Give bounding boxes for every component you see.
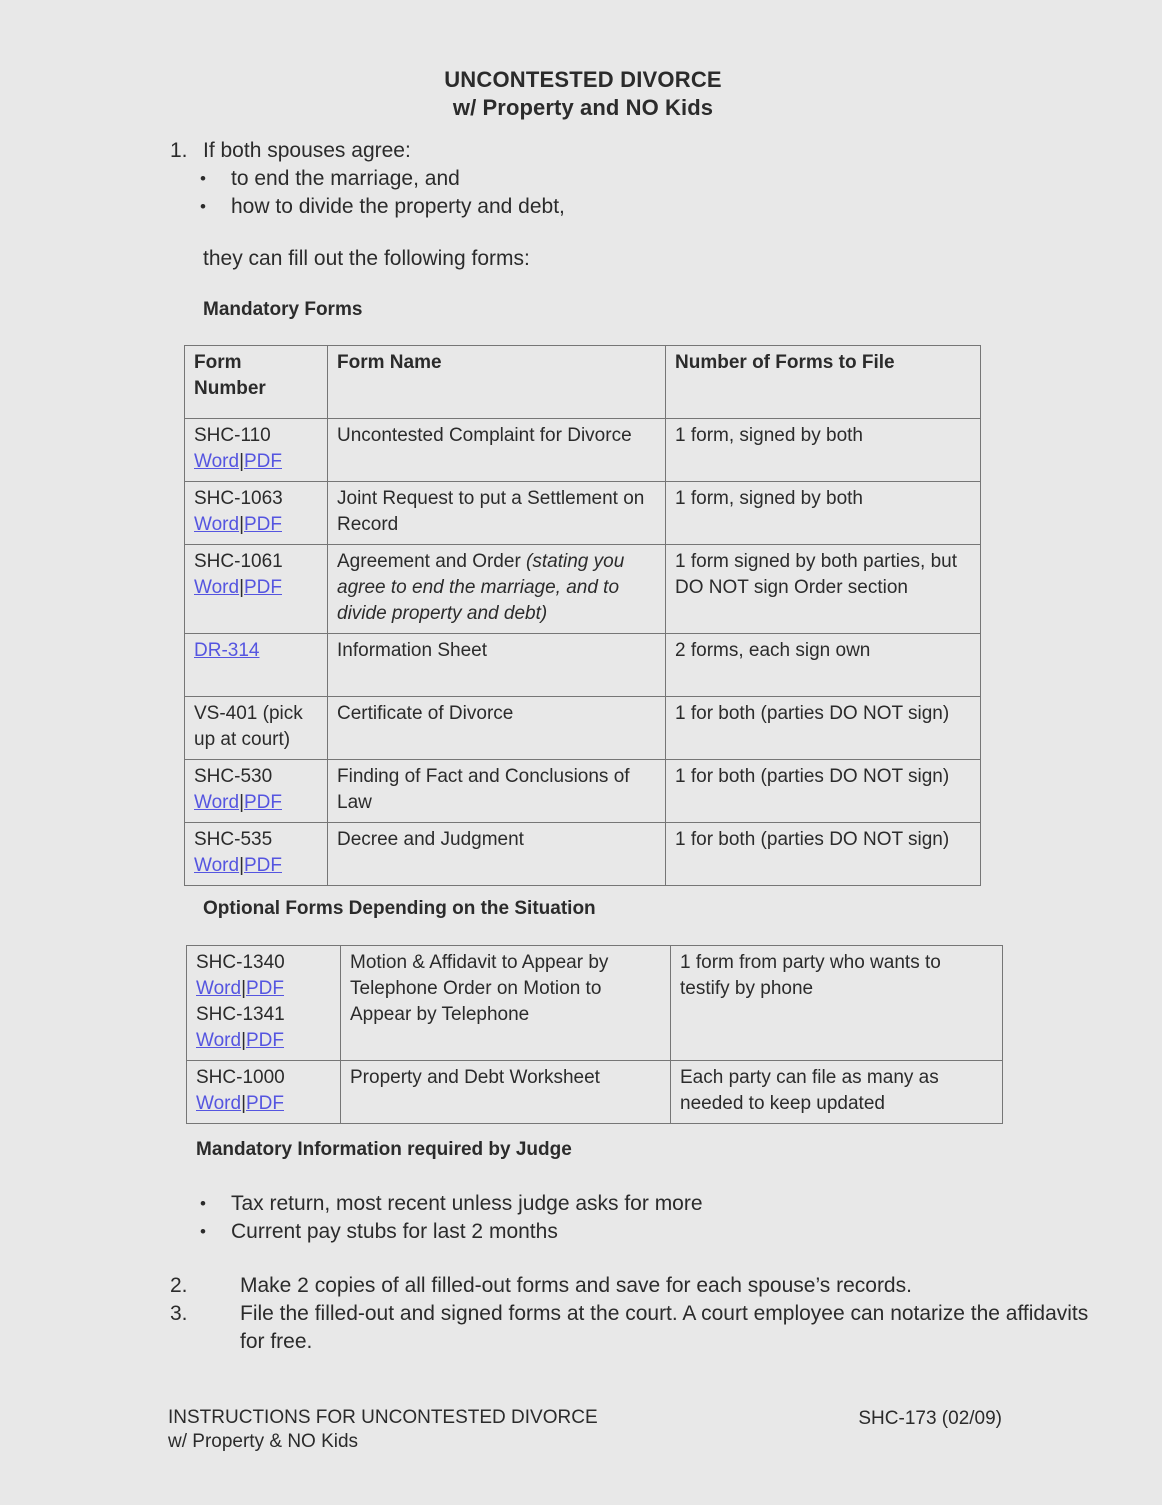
cell-number-to-file: 1 for both (parties DO NOT sign): [666, 823, 981, 886]
link-separator: |: [239, 855, 244, 876]
title-line-1: UNCONTESTED DIVORCE: [444, 67, 722, 92]
cell-form-number: [185, 482, 328, 545]
word-link[interactable]: Word: [194, 792, 240, 813]
pdf-link[interactable]: PDF: [244, 451, 282, 472]
form-number-label: SHC-1063: [194, 488, 283, 509]
column-header-form-number: [185, 346, 328, 419]
form-number-label: SHC-1340: [196, 952, 285, 973]
list-item: [200, 1218, 1100, 1246]
link-separator: |: [239, 792, 244, 813]
list-item-label: Current pay stubs for last 2 months: [231, 1220, 558, 1243]
table-header-row: [185, 346, 981, 419]
word-link[interactable]: Word: [194, 577, 240, 598]
pdf-link[interactable]: PDF: [244, 855, 282, 876]
mandatory-info-bullets: [200, 1190, 1100, 1246]
table-row: [185, 545, 981, 634]
cell-form-number: VS-401 (pick up at court): [185, 697, 328, 760]
mandatory-info-heading: Mandatory Information required by Judge: [196, 1139, 572, 1160]
link-separator: |: [241, 978, 246, 999]
intro-block: [170, 137, 1070, 273]
form-name-label: Agreement and Order: [337, 551, 527, 572]
column-header-form-number-line2: Number: [194, 378, 266, 399]
table-row: [185, 823, 981, 886]
cell-number-to-file: 1 form signed by both parties, but DO NOT sign Order section: [666, 545, 981, 634]
bullet-icon: •: [200, 197, 206, 216]
form-number-label-secondary: SHC-1341: [196, 1004, 285, 1025]
dr-314-link[interactable]: DR-314: [194, 640, 260, 661]
step-item: [170, 1300, 1100, 1356]
cell-form-name: Certificate of Divorce: [328, 697, 666, 760]
intro-bullet-item: [200, 193, 1070, 221]
word-link[interactable]: Word: [196, 1093, 242, 1114]
pdf-link[interactable]: PDF: [244, 792, 282, 813]
intro-bullet-label: to end the marriage, and: [231, 167, 460, 190]
table-row: [185, 697, 981, 760]
intro-text: If both spouses agree:: [203, 139, 411, 162]
table-row: [185, 634, 981, 697]
optional-forms-table: [186, 945, 1003, 1124]
footer-left-line2: w/ Property & NO Kids: [168, 1431, 359, 1452]
cell-form-number: [185, 419, 328, 482]
intro-follow-up-text: they can fill out the following forms:: [203, 247, 530, 270]
intro-bullet-label: how to divide the property and debt,: [231, 195, 565, 218]
title-line-2: w/ Property and NO Kids: [452, 95, 714, 120]
column-header-number-to-file: Number of Forms to File: [666, 346, 981, 419]
steps-block: [170, 1272, 1100, 1356]
optional-forms-heading: Optional Forms Depending on the Situation: [203, 898, 596, 919]
footer-left-line1: INSTRUCTIONS FOR UNCONTESTED DIVORCE: [168, 1407, 598, 1428]
form-number-label: SHC-530: [194, 766, 273, 787]
table-row: [185, 419, 981, 482]
cell-number-to-file: 2 forms, each sign own: [666, 634, 981, 697]
mandatory-forms-table: [184, 345, 981, 886]
link-separator: |: [239, 514, 244, 535]
form-number-label: SHC-1061: [194, 551, 283, 572]
pdf-link[interactable]: PDF: [246, 978, 284, 999]
list-item-label: Tax return, most recent unless judge asks for more: [231, 1192, 703, 1215]
table-row: [185, 482, 981, 545]
cell-form-name: Information Sheet: [328, 634, 666, 697]
column-header-form-name: Form Name: [328, 346, 666, 419]
intro-number: 1.: [170, 139, 188, 162]
cell-form-name: [341, 946, 671, 1061]
table-row: [187, 1061, 1003, 1124]
step-number: 3.: [170, 1302, 188, 1325]
intro-numbered-item: [170, 137, 1070, 165]
step-number: 2.: [170, 1274, 188, 1297]
cell-form-name: Property and Debt Worksheet: [341, 1061, 671, 1124]
bullet-icon: •: [200, 1194, 206, 1213]
pdf-link[interactable]: PDF: [244, 514, 282, 535]
form-number-label: SHC-110: [194, 425, 271, 446]
cell-form-number: [185, 545, 328, 634]
form-name-label: Motion & Affidavit to Appear by Telephone: [350, 952, 609, 999]
pdf-link-secondary[interactable]: PDF: [246, 1030, 284, 1051]
pdf-link[interactable]: PDF: [246, 1093, 284, 1114]
cell-number-to-file: 1 form, signed by both: [666, 482, 981, 545]
intro-bullet-item: [200, 165, 1070, 193]
link-separator: |: [241, 1093, 246, 1114]
cell-number-to-file: Each party can file as many as needed to keep updated: [671, 1061, 1003, 1124]
document-title: [0, 66, 1162, 122]
page-footer: [168, 1406, 1002, 1454]
word-link[interactable]: Word: [194, 855, 240, 876]
word-link[interactable]: Word: [194, 514, 240, 535]
word-link-secondary[interactable]: Word: [196, 1030, 242, 1051]
cell-number-to-file: 1 form from party who wants to testify by phone: [671, 946, 1003, 1061]
step-item: [170, 1272, 1100, 1300]
footer-left: [168, 1406, 598, 1454]
bullet-icon: •: [200, 169, 206, 188]
cell-number-to-file: 1 for both (parties DO NOT sign): [666, 760, 981, 823]
word-link[interactable]: Word: [194, 451, 240, 472]
step-text: Make 2 copies of all filled-out forms and save for each spouse’s records.: [240, 1274, 912, 1297]
cell-form-number: [185, 760, 328, 823]
cell-number-to-file: 1 form, signed by both: [666, 419, 981, 482]
cell-form-name: [328, 545, 666, 634]
column-header-form-number-line1: Form: [194, 352, 242, 373]
link-separator: |: [241, 1030, 246, 1051]
cell-number-to-file: 1 for both (parties DO NOT sign): [666, 697, 981, 760]
word-link[interactable]: Word: [196, 978, 242, 999]
footer-form-code: SHC-173 (02/09): [858, 1408, 1002, 1429]
cell-form-name: Uncontested Complaint for Divorce: [328, 419, 666, 482]
form-number-label: SHC-535: [194, 829, 273, 850]
table-row: [185, 760, 981, 823]
cell-form-number: [187, 1061, 341, 1124]
form-number-label: SHC-1000: [196, 1067, 285, 1088]
bullet-icon: •: [200, 1222, 206, 1241]
list-item: [200, 1190, 1100, 1218]
cell-form-number: [187, 946, 341, 1061]
cell-form-name: Decree and Judgment: [328, 823, 666, 886]
link-separator: |: [239, 577, 244, 598]
cell-form-number: [185, 823, 328, 886]
cell-form-name: Joint Request to put a Settlement on Record: [328, 482, 666, 545]
cell-form-name: Finding of Fact and Conclusions of Law: [328, 760, 666, 823]
cell-form-number: [185, 634, 328, 697]
link-separator: |: [239, 451, 244, 472]
form-name-label-secondary: Order on Motion to Appear by Telephone: [350, 978, 602, 1025]
step-text: File the filled-out and signed forms at the court. A court employee can notarize the affidavits for free.: [240, 1302, 1089, 1353]
form-name-note: (stating you agree to end the marriage, and to divide property and debt): [337, 551, 625, 624]
table-row: [187, 946, 1003, 1061]
pdf-link[interactable]: PDF: [244, 577, 282, 598]
mandatory-forms-heading: Mandatory Forms: [203, 299, 363, 320]
